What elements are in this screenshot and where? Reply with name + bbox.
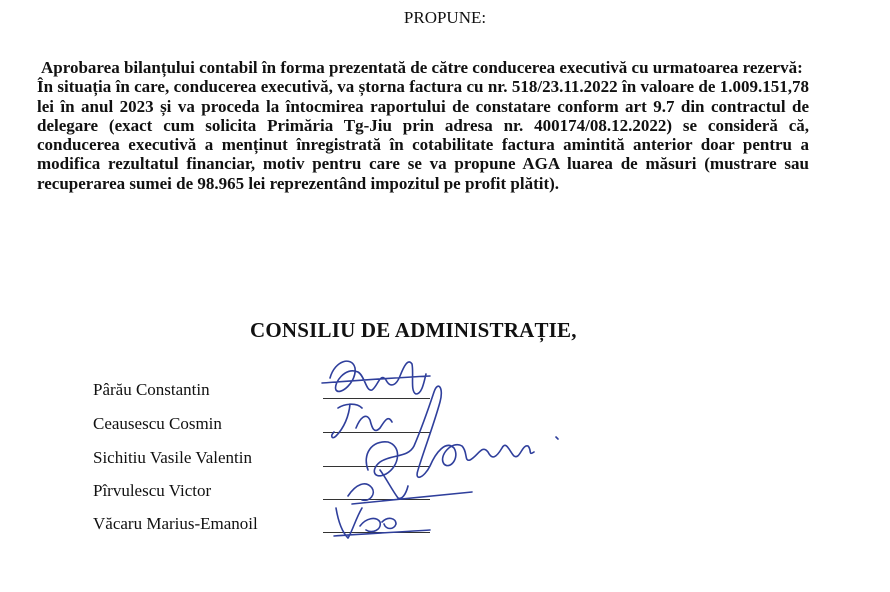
- member-name: Pîrvulescu Victor: [93, 481, 212, 500]
- signature-4: [348, 470, 472, 504]
- reservation-paragraph: În situația în care, conducerea executivă, va ștorna factura cu nr. 518/23.11.2022 în valoare de 1.009.151,78 lei în anul 2023 și va proceda la întocmirea raportului de constatare conform art 9.7 din contractul de delegare (exact cum solicita Primăria Tg-Jiu prin adresa nr. 400174/08.12.2022) se consideră că, conducerea executivă a menținut înregistrată în cotabilitate factura amintită anterior doar pentru a modifica rezultatul financiar, motiv pentru care se va propune AGA luarea de măsuri (mustrare sau recuperarea sumei de 98.965 lei reprezentând impozitul pe profit plătit).: [37, 77, 809, 193]
- proposal-heading: PROPUNE:: [403, 8, 487, 27]
- member-name: Sichitiu Vasile Valentin: [93, 448, 252, 467]
- signature-3: [366, 386, 534, 477]
- signature-3-dot: [556, 437, 558, 439]
- board-title: CONSILIU DE ADMINISTRAȚIE,: [250, 318, 577, 342]
- approval-paragraph: Aprobarea bilanțului contabil în forma prezentată de către conducerea executivă cu urmatoarea rezervă:: [41, 58, 803, 77]
- signature-2: [332, 404, 392, 438]
- signature-5: [334, 508, 430, 538]
- member-name: Văcaru Marius-Emanoil: [93, 514, 258, 533]
- member-name: Ceausescu Cosmin: [93, 414, 222, 433]
- member-name: Pârău Constantin: [93, 380, 210, 399]
- signature-1: [322, 361, 430, 394]
